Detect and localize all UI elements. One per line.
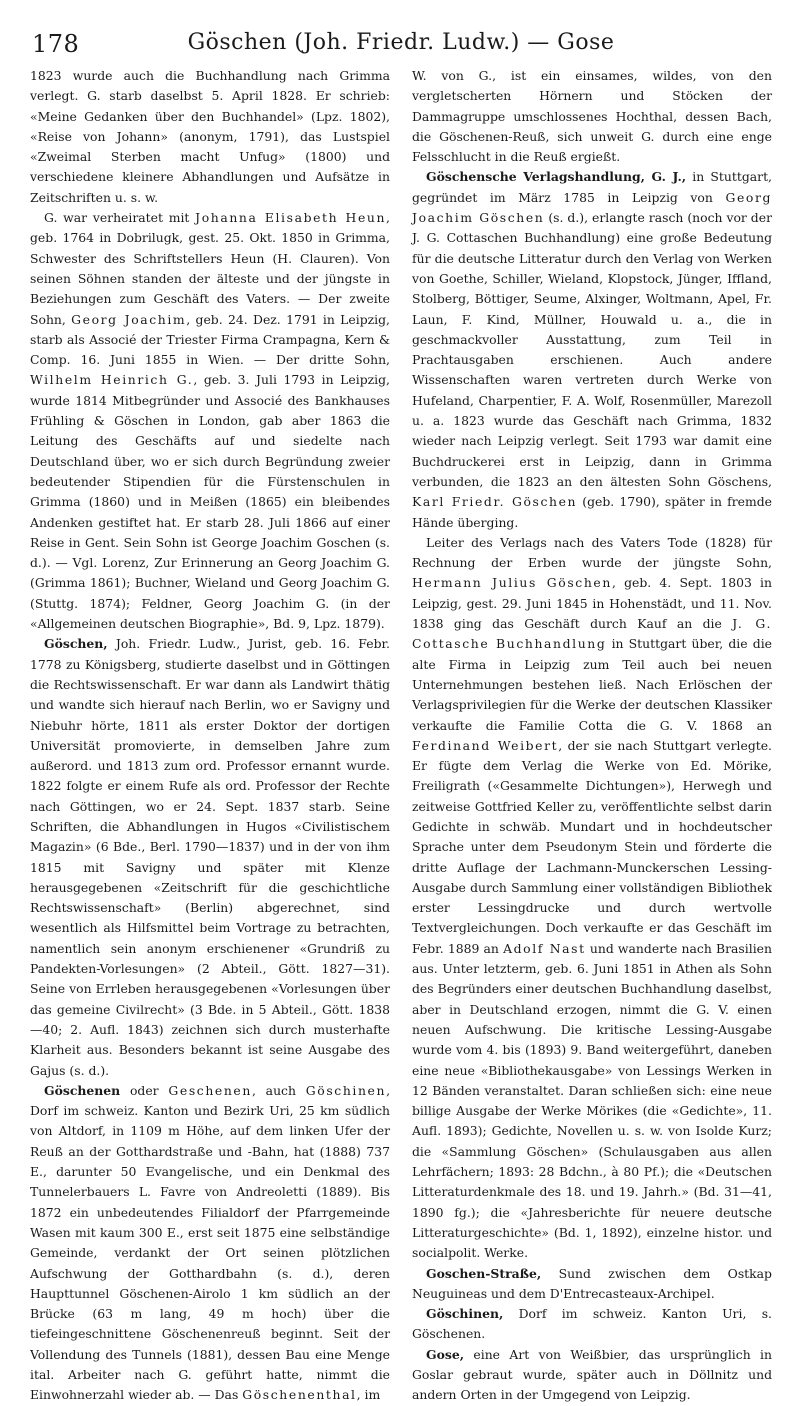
variant-name: Geschenen: [168, 1082, 252, 1098]
left-column: [30, 66, 391, 1403]
entry-goeschen-jurist: Göschen, Joh. Friedr. Ludw., Jurist, geb. 16. Febr. 1778 zu Königsberg, studierte daselbst und in Göttingen die Rechtswissenschaft. Er war dann als Landwirt thätig und wandte sich hierauf nach Berlin, wo er Savigny und Niebuhr hörte, 1811 als erster Doktor der dortigen Universität promovierte, in demselben Jahre zum außerord. und 1813 zum ord. Professor ernannt wurde. 1822 folgte er einem Rufe als ord. Professor der Rechte nach Göttingen, wo er 24. Sept. 1837 starb. Seine Schriften, die Abhandlungen in Hugos «Civilistischem Magazin» (6 Bde., Berl. 1790—1837) und in der von ihm 1815 mit Savigny und später mit Klenze herausgegebenen «Zeitschrift für die geschichtliche Rechtswissenschaft» (Berlin) abgerechnet, sind wesentlich als Hilfsmittel beim Vortrage zu betrachten, namentlich sein anonym erschienener «Grundriß zu Pandekten-Vorlesungen» (2 Abteil., Gött. 1827—31). Seine von Errleben herausgegebenen «Vorlesungen über das gemeine Civilrecht» (3 Bde. in 5 Abteil., Gött. 1838—40; 2. Aufl. 1843) zeichnen sich durch musterhafte Klarheit aus. Besonders bekannt ist seine Ausgabe des Gajus (s. d.).: [30, 636, 390, 1078]
person-name: Karl Friedr. Göschen: [412, 494, 578, 510]
firm-name: J. G. Cottasche Buchhandlung: [412, 616, 773, 652]
entry-goeschinen: Göschinen, Dorf im schweiz. Kanton Uri, s. Göschenen.: [412, 1306, 772, 1342]
person-name: Wilhelm Heinrich G.: [30, 372, 194, 388]
person-name: Georg Joachim: [71, 311, 187, 327]
page-number: 178: [32, 30, 80, 58]
paragraph-family: G. war verheiratet mit Johanna Elisabeth Heun, geb. 1764 in Dobrilugk, gest. 25. Okt. 1850 in Grimma, Schwester des Schriftstellers Heun (H. Clauren). Von seinen Söhnen standen der älteste und der jüngste in Beziehungen zum Geschäft des Vaters. — Der zweite Sohn, Georg Joachim, geb. 24. Dez. 1791 in Leipzig, starb als Associé der Triester Firma Crampagna, Kern & Comp. 16. Juni 1855 in Wien. — Der dritte Sohn, Wilhelm Heinrich G., geb. 3. Juli 1793 in Leipzig, wurde 1814 Mitbegründer und Associé des Bankhauses Frühling & Göschen in London, gab aber 1863 die Leitung des Geschäfts auf und siedelte nach Deutschland über, wo er sich durch Begründung zweier bedeutender Stipendien für die Fürstenschulen in Grimma (1860) und in Meißen (1865) ein bleibendes Andenken gestiftet hat. Er starb 28. Juli 1866 auf einer Reise in Gent. Sein Sohn ist George Joachim Goschen (s. d.). — Vgl. Lorenz, Zur Erinnerung an Georg Joachim G. (Grimma 1861); Buchner, Wieland und Georg Joachim G. (Stuttg. 1874); Feldner, Georg Joachim G. (in der «Allgemeinen deutschen Biographie», Bd. 9, Lpz. 1879).: [30, 210, 390, 632]
entry-continuation: W. von G., ist ein einsames, wildes, von den vergletscherten Hörnern und Stöcken der Dammagruppe umschlossenes Hochthal, dessen Bach, die Göschenen-Reuß, sich unweit G. durch eine enge Felsschlucht in die Reuß ergießt.: [412, 68, 772, 165]
page-header: [30, 20, 772, 66]
person-name: Ferdinand Weibert: [412, 737, 559, 753]
entry-verlagshandlung: Göschensche Verlagshandlung, G. J., in Stuttgart, gegründet im März 1785 in Leipzig von Georg Joachim Göschen (s. d.), erlangte rasch (noch vor der J. G. Cottaschen Buchhandlung) eine große Bedeutung für die deutsche Litteratur durch den Verlag von Werken von Goethe, Schiller, Wieland, Klopstock, Jünger, Iffland, Stolberg, Böttiger, Seume, Alxinger, Woltmann, Apel, Fr. Laun, F. Kind, Müllner, Houwald u. a., die in geschmackvoller Ausstattung, zum Teil in Prachtausgaben erschienen. Auch andere Wissenschaften waren vertreten durch Werke von Hufeland, Charpentier, F. A. Wolf, Rosenmüller, Marezoll u. a. 1823 wurde das Geschäft nach Grimma, 1832 wieder nach Leipzig verlegt. Seit 1793 war damit eine Buchdruckerei erst in Leipzig, dann in Grimma verbunden, die 1823 an den ältesten Sohn Göschens, Karl Friedr. Göschen (geb. 1790), später in fremde Hände überging.: [412, 169, 772, 530]
paragraph-verlag-history: Leiter des Verlags nach des Vaters Tode (1828) für Rechnung der Erben wurde der jüngste Sohn, Hermann Julius Göschen, geb. 4. Sept. 1803 in Leipzig, gest. 29. Juni 1845 in Hohenstädt, und 11. Nov. 1838 ging das Geschäft durch Kauf an die J. G. Cottasche Buchhandlung in Stuttgart über, die die alte Firma in Leipzig zum Teil auch bei neuen Unternehmungen bestehen ließ. Nach Erlöschen der Verlagsprivilegien für die Werke der deutschen Klassiker verkaufte die Familie Cotta die G. V. 1868 an Ferdinand Weibert, der sie nach Stuttgart verlegte. Er fügte dem Verlag die Werke von Ed. Mörike, Freiligrath («Gesammelte Dichtungen»), Herwegh und zeitweise Gottfried Keller zu, veröffentlichte selbst darin Gedichte in schwäb. Mundart und in hochdeutscher Sprache unter dem Pseudonym Stein und förderte die dritte Auflage der Lachmann-Munckerschen Lessing-Ausgabe durch Sammlung einer vollständigen Bibliothek erster Lessingdrucke und durch wertvolle Textvergleichungen. Doch verkaufte er das Geschäft im Febr. 1889 an Adolf Nast und wanderte nach Brasilien aus. Unter letzterm, geb. 6. Juni 1851 in Athen als Sohn des Begründers einer deutschen Buchhandlung daselbst, aber in Deutschland erzogen, nimmt die G. V. einen neuen Aufschwung. Die kritische Lessing-Ausgabe wurde vom 4. bis (1893) 9. Band weitergeführt, daneben eine neue «Bibliothekausgabe» von Lessings Werken in 12 Bänden veranstaltet. Daran schließen sich: eine neue billige Ausgabe der Werke Mörikes (die «Gedichte», 11. Aufl. 1893); Gedichte, Novellen u. s. w. von Isolde Kurz; die «Sammlung Göschen» (Schulausgaben aus allen Lehrfächern; 1893: 28 Bdchn., à 80 Pf.); die «Deutschen Litteraturdenkmale des 18. und 19. Jahrh.» (Bd. 31—41, 1890 fg.); die «Jahresberichte für neuere deutsche Litteraturgeschichte» (Bd. 1, 1892), einzelne histor. und socialpolit. Werke.: [412, 534, 773, 1261]
entry-goeschenen: Göschenen oder Geschenen, auch Göschinen, Dorf im schweiz. Kanton und Bezirk Uri, 25 km südlich von Altdorf, in 1109 m Höhe, auf dem linken Ufer der Reuß an der Gotthardstraße und -Bahn, hat (1888) 737 E., darunter 50 Evangelische, und ein Denkmal des Tunnelerbauers L. Favre von Andreoletti (1889). Bis 1872 ein unbedeutendes Filialdorf der Pfarrgemeinde Wasen mit kaum 300 E., erst seit 1875 eine selbständige Gemeinde, verdankt der Ort seinen plötzlichen Aufschwung der Gotthardbahn (s. d.), deren Haupttunnel Göschenen-Airolo 1 km südlich an der Brücke (63 m lang, 49 m hoch) über die tiefeingeschnittene Göschenenreuß beginnt. Seit der Vollendung des Tunnels (1881), dessen Bau eine Menge ital. Arbeiter nach G. geführt hatte, nimmt die Einwohnerzahl wieder ab. — Das Göschenenthal, im: [30, 1082, 391, 1403]
entry-headword: Göschen,: [44, 636, 108, 652]
entry-continuation: 1823 wurde auch die Buchhandlung nach Grimma verlegt. G. starb daselbst 5. April 1828. Er schrieb: «Meine Gedanken über den Buchhandel» (Lpz. 1802), «Reise von Johann» (anonym, 1791), das Lustspiel «Zweimal Sterben macht Unfug» (1800) und verschiedene kleinere Abhandlungen und Aufsätze in Zeitschriften u. s. w.: [30, 68, 390, 205]
person-name: Johanna Elisabeth Heun: [195, 210, 387, 226]
entry-headword: Goschen-Straße,: [426, 1265, 542, 1281]
entry-gose: Gose, eine Art von Weißbier, das ursprünglich in Goslar gebraut wurde, später auch in Döllnitz und andern Orten in der Umgegend von Leipzig.: [412, 1346, 772, 1403]
entry-headword: Gose,: [426, 1346, 465, 1362]
text-columns: [30, 66, 773, 1403]
person-name: Adolf Nast: [503, 940, 586, 956]
running-head: Göschen (Joh. Friedr. Ludw.) — Gose: [187, 30, 615, 55]
person-name: Hermann Julius Göschen: [412, 575, 612, 591]
entry-headword: Göschinen,: [426, 1306, 504, 1322]
person-name: Georg Joachim Göschen: [412, 189, 772, 226]
place-name: Göschenenthal: [242, 1387, 357, 1403]
right-column: [412, 66, 773, 1403]
variant-name: Göschinen: [305, 1082, 387, 1098]
entry-goschen-strasse: Goschen-Straße, Sund zwischen dem Ostkap Neuguineas und dem D'Entrecasteaux-Archipel.: [412, 1265, 772, 1301]
entry-headword: Göschensche Verlagshandlung, G. J.,: [426, 169, 687, 185]
entry-headword: Göschenen: [44, 1082, 121, 1098]
